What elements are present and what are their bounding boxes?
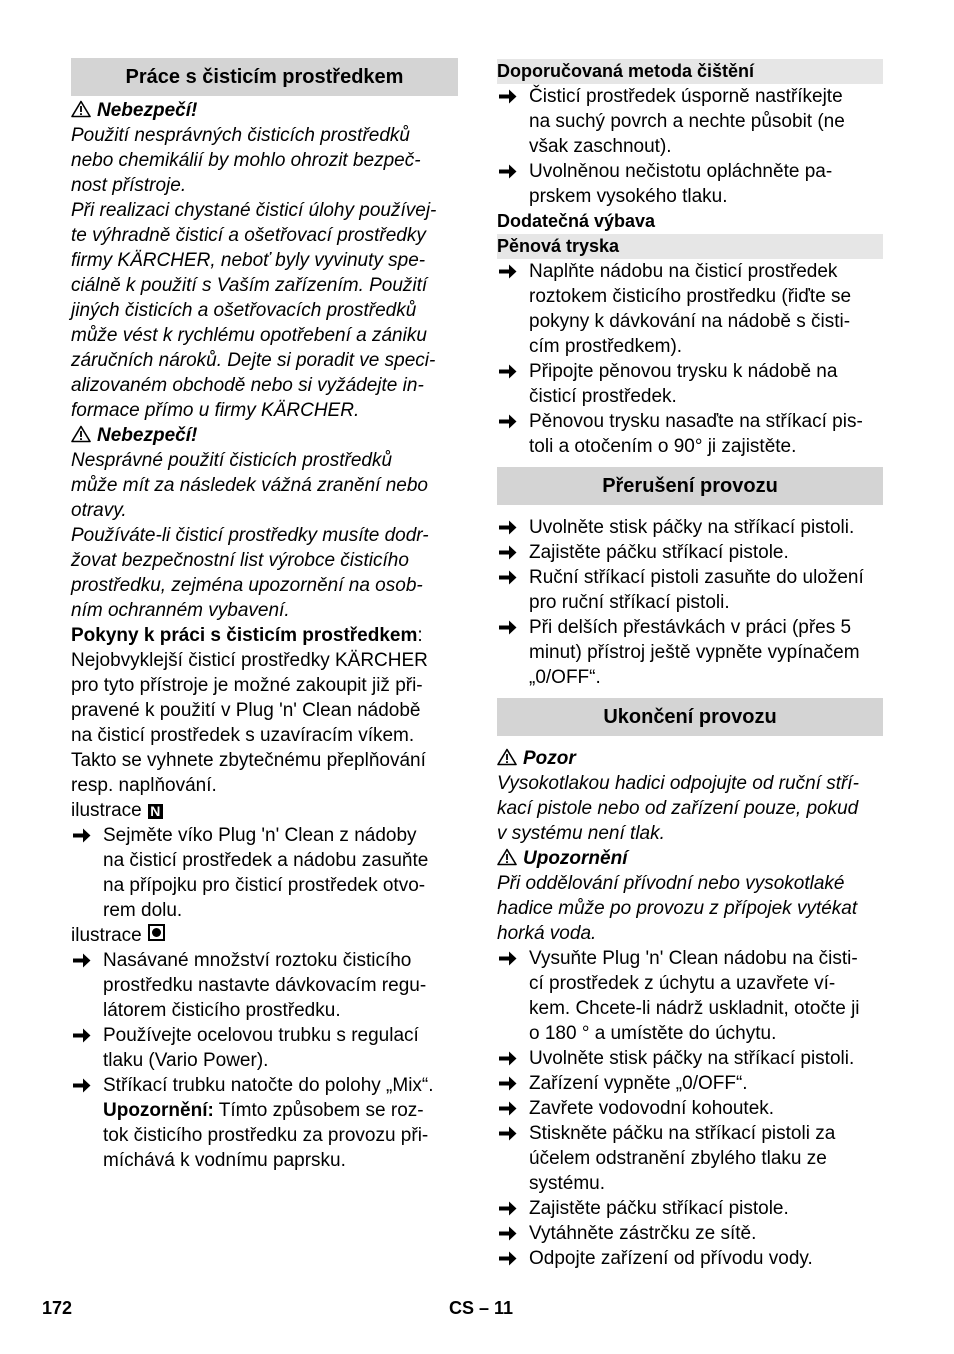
section-heading-interruption: Přerušení provozu [497, 467, 883, 505]
list-item-text: čisticí prostředek. [529, 386, 677, 407]
text-line: žovat bezpečnostní list výrobce čisticího [71, 550, 409, 571]
text-line: Používejte ocelovou trubku s regulací [103, 1025, 419, 1046]
text-line: alizovaném obchodě nebo si vyžádejte in- [71, 375, 424, 396]
list-item-text: Uvolněte stisk páčky na stříkací pistoli. [529, 1048, 855, 1069]
text-line: tok čisticího prostředku za provozu při- [103, 1125, 429, 1146]
arrow-right-icon [71, 823, 93, 848]
warning-triangle-icon [497, 748, 517, 766]
text-line: horká voda. [497, 923, 597, 944]
shutdown-list [497, 946, 883, 1271]
arrow-right-icon [497, 946, 519, 971]
list-item [497, 409, 883, 459]
list-item-text: Zajistěte páčku stříkací pistole. [529, 1198, 789, 1219]
list-item-text: Odpojte zařízení od přívodu vody. [529, 1248, 813, 1269]
text-line: rem dolu. [103, 900, 183, 921]
danger-text-2 [71, 448, 458, 623]
arrow-right-icon [71, 1023, 93, 1048]
danger-notice-1 [71, 98, 458, 123]
text-line: nost přístroje. [71, 175, 187, 196]
warning-notice: Upozornění [497, 846, 883, 871]
list-item [497, 1121, 883, 1196]
text-line: resp. naplňování. [71, 775, 217, 796]
arrow-right-icon [497, 259, 519, 284]
instructions-text [71, 648, 458, 798]
list-item-text: cí prostředek z úchytu a uzavřete ví- [529, 973, 836, 994]
arrow-right-icon [497, 1071, 519, 1096]
list-item-text: toli a otočením o 90° ji zajistěte. [529, 436, 797, 457]
illustration-ref-o: ilustrace [71, 923, 458, 948]
text-line: te výhradně čisticí a ošetřovací prostředky [71, 225, 426, 246]
list-item-text: systému. [529, 1173, 606, 1194]
text-line: Takto se vyhnete zbytečnému přeplňování [71, 750, 426, 771]
illustration-o-badge [148, 924, 165, 941]
list-item [497, 565, 883, 615]
list-item-text: Uvolněnou nečistotu opláchněte pa- [529, 161, 833, 182]
section-heading-cleaning-agent: Práce s čisticím prostředkem [71, 58, 458, 96]
warning-triangle-icon [71, 100, 91, 118]
list-item-text: Vysuňte Plug 'n' Clean nádobu na čisti- [529, 948, 858, 969]
arrow-right-icon [497, 515, 519, 540]
list-item [497, 1071, 883, 1096]
list-item-text: Naplňte nádobu na čisticí prostředek [529, 261, 838, 282]
arrow-right-icon [497, 1196, 519, 1221]
list-item [497, 1221, 883, 1246]
subheading-recommended-method: Doporučovaná metoda čištění [497, 59, 883, 84]
arrow-right-icon [497, 1046, 519, 1071]
text-line: prostředku, zejména upozornění na osob- [71, 575, 423, 596]
text-line: na přípojku pro čisticí prostředek otvo- [103, 875, 426, 896]
text-line: jiných čisticích a ošetřovacích prostředků [71, 300, 417, 321]
arrow-right-icon [497, 615, 519, 640]
arrow-right-icon [497, 359, 519, 384]
list-item: Stříkací trubku natočte do polohy „Mix“. Upozornění: Tímto způsobem se roz- tok čisticího prostředku za provozu při- míchává k vodnímu paprsku. [71, 1073, 458, 1173]
list-item [71, 948, 458, 1023]
list-item-text: „0/OFF“. [529, 667, 601, 688]
list-item-text: Zařízení vypněte „0/OFF“. [529, 1073, 748, 1094]
text-line: otravy. [71, 500, 127, 521]
list-item-text: Čisticí prostředek úsporně nastříkejte [529, 86, 843, 107]
list-item-text: prskem vysokého tlaku. [529, 186, 728, 207]
list-item-text: Uvolněte stisk páčky na stříkací pistoli. [529, 517, 855, 538]
list-item-text: však zaschnout). [529, 136, 672, 157]
text-line: ním ochranném vybavení. [71, 600, 290, 621]
text-line: Použití nesprávných čisticích prostředků [71, 125, 410, 146]
text-line: tlaku (Vario Power). [103, 1050, 269, 1071]
caution-text [497, 771, 883, 846]
list-item-text: Připojte pěnovou trysku k nádobě na [529, 361, 838, 382]
left-column [71, 58, 458, 1173]
list-item-text: Ruční stříkací pistoli zasuňte do uložení [529, 567, 864, 588]
list-item-text: Stiskněte páčku na stříkací pistoli za [529, 1123, 836, 1144]
list-item [497, 1096, 883, 1121]
instructions-title: Pokyny k práci s čisticím prostředkem: [71, 625, 423, 646]
list-item-text: minut) přístroj ještě vypněte vypínačem [529, 642, 860, 663]
section-code: CS – 11 [449, 1298, 514, 1318]
list-item [497, 540, 883, 565]
text-line: v systému není tlak. [497, 823, 665, 844]
caution-notice: Pozor [497, 746, 883, 771]
page-number: 172 [42, 1298, 73, 1318]
text-line: pro tyto přístroje je možné zakoupit již při- [71, 675, 423, 696]
warning-text [497, 871, 883, 946]
method-list [497, 84, 883, 209]
danger-label: Nebezpečí! [97, 100, 198, 121]
text-line: kací pistole nebo od zařízení pouze, pokud [497, 798, 859, 819]
text-line: Nasávané množství roztoku čisticího [103, 950, 412, 971]
text-line: formace přímo u firmy KÄRCHER. [71, 400, 360, 421]
arrow-right-icon [497, 1246, 519, 1271]
arrow-right-icon [497, 1121, 519, 1146]
arrow-right-icon [497, 84, 519, 109]
list-item [497, 259, 883, 359]
text-line: látorem čisticího prostředku. [103, 1000, 341, 1021]
list-item [497, 1046, 883, 1071]
list-item [497, 359, 883, 409]
arrow-right-icon [497, 540, 519, 565]
list-item-text: na suchý povrch a nechte působit (ne [529, 111, 845, 132]
danger-label: Nebezpečí! [97, 425, 198, 446]
list-item [497, 615, 883, 690]
text-line: ciálně k použití s Vaším zařízením. Použití [71, 275, 428, 296]
list-item-text: Zavřete vodovodní kohoutek. [529, 1098, 775, 1119]
list-item-text: o 180 ° a umístěte do úchytu. [529, 1023, 777, 1044]
list-item-text: Při delších přestávkách v práci (přes 5 [529, 617, 852, 638]
list-item [497, 159, 883, 209]
list-item-text: Vytáhněte zástrčku ze sítě. [529, 1223, 757, 1244]
arrow-right-icon [71, 948, 93, 973]
arrow-right-icon [497, 1221, 519, 1246]
list-item [497, 1246, 883, 1271]
list-item [497, 946, 883, 1046]
section-heading-shutdown: Ukončení provozu [497, 698, 883, 736]
text-line: firmy KÄRCHER, neboť byly vyvinuty spe- [71, 250, 426, 271]
list-item-text: pokyny k dávkování na nádobě s čisti- [529, 311, 851, 332]
list-item [71, 1023, 458, 1073]
list-item-text: Zajistěte páčku stříkací pistole. [529, 542, 789, 563]
text-line: může mít za následek vážná zranění nebo [71, 475, 428, 496]
list-item-text: kem. Chcete-li nádrž uskladnit, otočte ji [529, 998, 860, 1019]
arrow-right-icon [497, 409, 519, 434]
illustration-ref-n: ilustrace N [71, 798, 458, 823]
text-line: může vést k rychlému opotřebení a zániku [71, 325, 427, 346]
text-line: Při realizaci chystané čisticí úlohy používej- [71, 200, 437, 221]
list-item-text: pro ruční stříkací pistoli. [529, 592, 730, 613]
text-line: Nejobvyklejší čisticí prostředky KÄRCHER [71, 650, 428, 671]
list-item-text: Pěnovou trysku nasaďte na stříkací pis- [529, 411, 863, 432]
text-line: Vysokotlakou hadici odpojujte od ruční stří- [497, 773, 859, 794]
arrow-right-icon [497, 1096, 519, 1121]
text-line: Nesprávné použití čisticích prostředků [71, 450, 393, 471]
right-column [497, 59, 883, 1271]
list-item [497, 1196, 883, 1221]
list-item-text: cím prostředkem). [529, 336, 683, 357]
text-line: Při oddělování přívodní nebo vysokotlaké [497, 873, 845, 894]
subheading-foam-nozzle: Pěnová tryska [497, 234, 883, 259]
foam-list [497, 259, 883, 459]
list-item-text: roztokem čisticího prostředku (řiďte se [529, 286, 852, 307]
text-line: hadice může po provozu z přípojek vytékat [497, 898, 858, 919]
text-line: nebo chemikálií by mohlo ohrozit bezpeč- [71, 150, 421, 171]
list-item [71, 823, 458, 923]
list-item [497, 515, 883, 540]
text-line: záručních nároků. Dejte si poradit ve speci- [71, 350, 436, 371]
list-item [497, 84, 883, 159]
list-item-text: účelem odstranění zbylého tlaku ze [529, 1148, 827, 1169]
text-line: pravené k použití v Plug 'n' Clean nádobě [71, 700, 421, 721]
interruption-list [497, 515, 883, 690]
text-line: prostředku nastavte dávkovacím regu- [103, 975, 427, 996]
warning-triangle-icon [71, 425, 91, 443]
text-line: Sejměte víko Plug 'n' Clean z nádoby [103, 825, 417, 846]
arrow-right-icon [71, 1073, 93, 1098]
text-line: na čisticí prostředek s uzavíracím víkem. [71, 725, 415, 746]
danger-notice-2 [71, 423, 458, 448]
danger-text-1 [71, 123, 458, 423]
illustration-n-badge: N [148, 804, 163, 819]
accessories-heading: Dodatečná výbava [497, 211, 656, 231]
text-line: Používáte-li čisticí prostředky musíte dodr- [71, 525, 429, 546]
arrow-right-icon [497, 565, 519, 590]
warning-triangle-icon [497, 848, 517, 866]
text-line: na čisticí prostředek a nádobu zasuňte [103, 850, 429, 871]
text-line: míchává k vodnímu paprsku. [103, 1150, 346, 1171]
arrow-right-icon [497, 159, 519, 184]
